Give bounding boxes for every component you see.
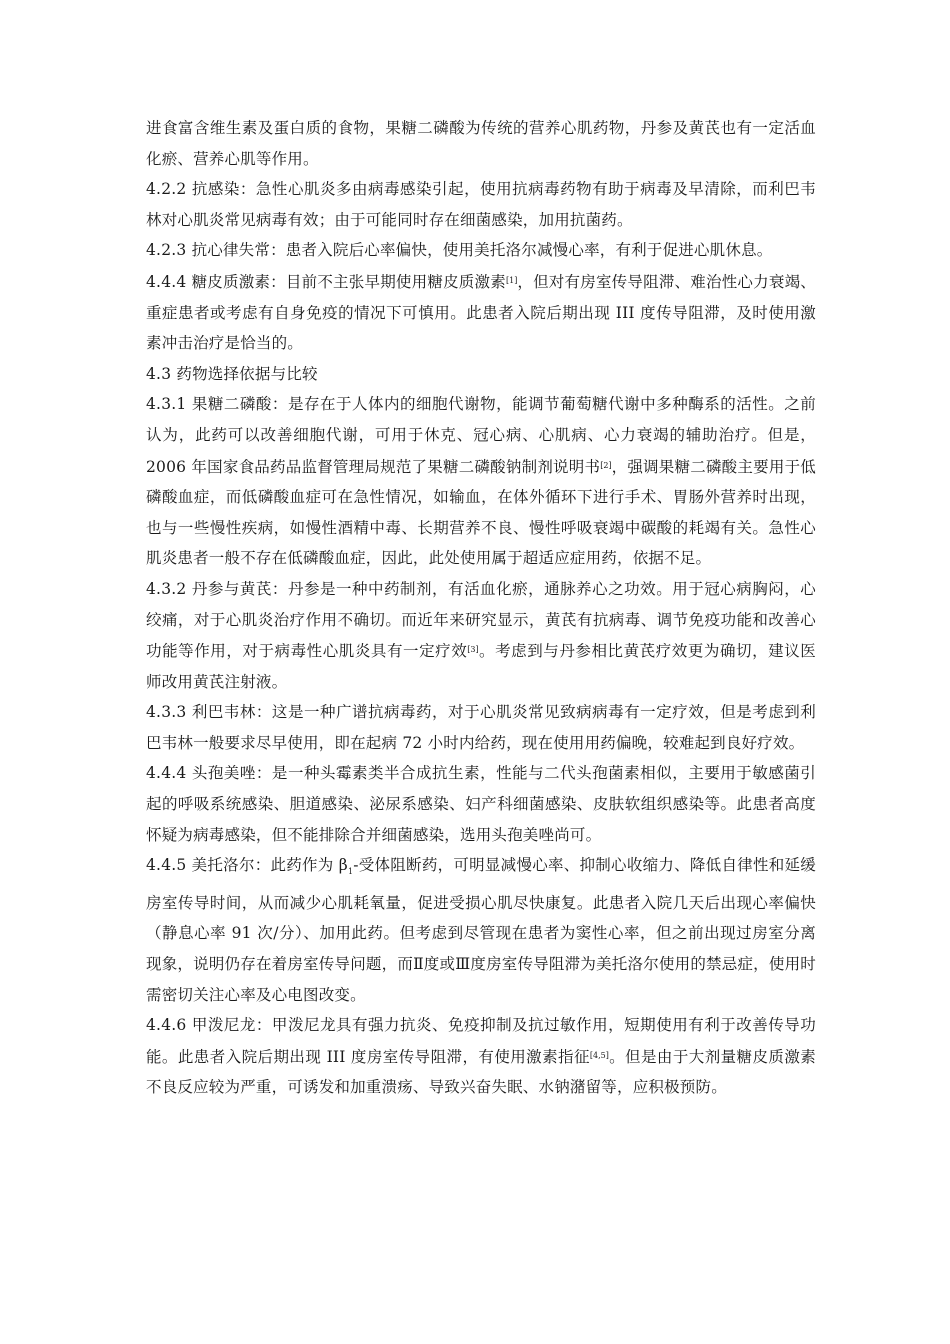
- paragraph-text: 4.4.5 美托洛尔：此药作为 β: [146, 856, 348, 875]
- paragraph-text: 4.4.4 糖皮质激素：目前不主张早期使用糖皮质激素: [146, 272, 506, 291]
- paragraph-text: 4.3.1 果糖二磷酸：是存在于人体内的细胞代谢物，能调节葡萄糖代谢中多种酶系的活性。之前认为，此药可以改善细胞代谢，可用于休克、冠心病、心肌病、心力衰竭的辅助治疗。但是，2006 年国家食品药品监督管理局规范了果糖二磷酸钠制剂说明书: [146, 395, 816, 476]
- paragraph-4-2-2-anti-infection: [146, 174, 816, 235]
- paragraph-text: 4.3.2 丹参与黄芪：丹参是一种中药制剂，有活血化瘀，通脉养心之功效。用于冠心病胸闷，心绞痛，对于心肌炎治疗作用不确切。而近年来研究显示，黄芪有抗病毒、调节免疫功能和改善心功能等作用，对于病毒性心肌炎具有一定疗效: [146, 579, 816, 661]
- section-heading-4-3: [146, 359, 816, 390]
- paragraph-text: 。但是由于大剂量糖皮质激素不良反应较为严重，可诱发和加重溃疡、导致兴奋失眠、水钠潴留等，应积极预防。: [146, 1047, 816, 1097]
- section-heading-text: 4.3 药物选择依据与比较: [146, 364, 318, 383]
- paragraph-nutrition: [146, 113, 816, 174]
- paragraph-text: 。考虑到与丹参相比黄芪疗效更为确切，建议医师改用黄芪注射液。: [146, 642, 816, 691]
- paragraph-4-3-2-danshen-astragalus: [146, 574, 816, 697]
- paragraph-text: -受体阻断药，可明显减慢心率、抑制心收缩力、降低自律性和延缓房室传导时间，从而减少心肌耗氧量，促进受损心肌尽快康复。此患者入院几天后出现心率偏快（静息心率 91 次/分）、加用此药。但考虑到尽管现在患者为窦性心率，但之前出现过房室分离现象，说明仍存在着房室传导问题，而Ⅱ度或Ⅲ度房室传导阻滞为美托洛尔使用的禁忌症，使用时需密切关注心率及心电图改变。: [146, 856, 817, 1004]
- citation-ref: [3]: [467, 645, 479, 655]
- citation-ref: [1]: [505, 275, 518, 285]
- paragraph-4-4-4-glucocorticoid: [146, 266, 816, 359]
- paragraph-text: 4.3.3 利巴韦林：这是一种广谱抗病毒药，对于心肌炎常见致病病毒有一定疗效，但是考虑到利巴韦林一般要求尽早使用，即在起病 72 小时内给药，现在使用用药偏晚，较难起到良好疗效。: [146, 703, 816, 752]
- beta-subscript: 1: [347, 867, 354, 877]
- document-body: [146, 113, 816, 1103]
- paragraph-4-2-3-antiarrhythmic: [146, 235, 816, 266]
- citation-ref: [4,5]: [589, 1050, 609, 1060]
- paragraph-text: 4.4.6 甲泼尼龙：甲泼尼龙具有强力抗炎、免疫抑制及抗过敏作用，短期使用有利于改善传导功能。此患者入院后期出现 III 度房室传导阻滞，有使用激素指征: [146, 1016, 816, 1066]
- paragraph-text: ，强调果糖二磷酸主要用于低磷酸血症，而低磷酸血症可在急性情况，如输血，在体外循环下进行手术、胃肠外营养时出现，也与一些慢性疾病，如慢性酒精中毒、长期营养不良、慢性呼吸衰竭中碳酸的耗竭有关。急性心肌炎患者一般不存在低磷酸血症，因此，此处使用属于超适应症用药，依据不足。: [146, 457, 816, 568]
- paragraph-text: 4.4.4 头孢美唑：是一种头霉素类半合成抗生素，性能与二代头孢菌素相似，主要用于敏感菌引起的呼吸系统感染、胆道感染、泌尿系感染、妇产科细菌感染、皮肤软组织感染等。此患者高度怀疑为病毒感染，但不能排除合并细菌感染，选用头孢美唑尚可。: [146, 764, 816, 844]
- citation-ref: [2]: [600, 460, 612, 470]
- paragraph-4-4-5-metoprolol: [146, 850, 816, 1010]
- paragraph-text: ，但对有房室传导阻滞、难治性心力衰竭、重症患者或考虑有自身免疫的情况下可慎用。此患者入院后期出现 III 度传导阻滞，及时使用激素冲击治疗是恰当的。: [146, 272, 816, 353]
- paragraph-4-4-4-cefmetazole: [146, 758, 816, 850]
- paragraph-text: 4.2.3 抗心律失常：患者入院后心率偏快，使用美托洛尔减慢心率，有利于促进心肌休息。: [146, 241, 773, 260]
- paragraph-4-3-3-ribavirin: [146, 697, 816, 758]
- paragraph-4-4-6-methylprednisolone: [146, 1010, 816, 1103]
- paragraph-text: 4.2.2 抗感染：急性心肌炎多由病毒感染引起，使用抗病毒药物有助于病毒及早清除，而利巴韦林对心肌炎常见病毒有效；由于可能同时存在细菌感染，加用抗菌药。: [146, 180, 816, 229]
- paragraph-4-3-1-fructose-diphosphate: [146, 389, 816, 574]
- paragraph-text: 进食富含维生素及蛋白质的食物，果糖二磷酸为传统的营养心肌药物，丹参及黄芪也有一定活血化瘀、营养心肌等作用。: [146, 119, 816, 168]
